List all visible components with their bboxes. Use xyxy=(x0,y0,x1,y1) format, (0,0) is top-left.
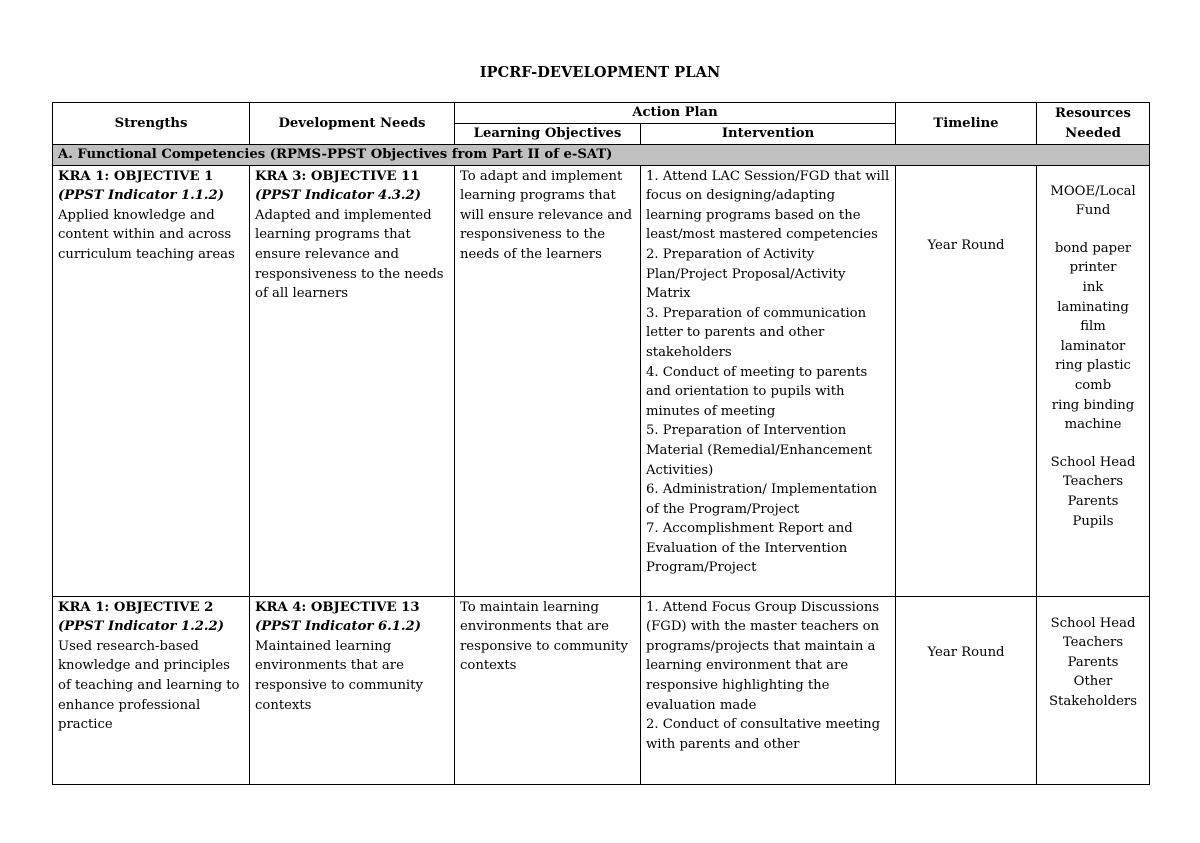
resources-cell xyxy=(1037,596,1150,784)
header-strengths: Strengths xyxy=(53,103,250,145)
ppst-indicator: (PPST Indicator 6.1.2) xyxy=(255,619,421,635)
resource-item: Pupils xyxy=(1072,513,1114,529)
ppst-indicator: (PPST Indicator 1.1.2) xyxy=(58,188,224,204)
resource-item: Stakeholders xyxy=(1049,693,1137,709)
intervention-item: 7. Accomplishment Report and Evaluation of the Intervention Program/Project xyxy=(646,521,853,576)
intervention-item: 2. Conduct of consultative meeting with parents and other xyxy=(646,717,881,752)
section-row-a xyxy=(53,145,1150,166)
header-intervention: Intervention xyxy=(641,124,896,145)
resource-item: Other xyxy=(1073,674,1113,690)
timeline-cell: Year Round xyxy=(896,596,1037,784)
resource-item: machine xyxy=(1064,417,1122,433)
intervention-item: 3. Preparation of communication letter to parents and other stakeholders xyxy=(646,305,867,360)
resource-item: School Head xyxy=(1050,454,1136,470)
resource-item: School Head xyxy=(1050,615,1136,631)
resource-item: Fund xyxy=(1075,203,1111,219)
resource-item: Parents xyxy=(1067,654,1119,670)
header-resources-line2: Needed xyxy=(1065,125,1121,141)
resource-item: MOOE/Local xyxy=(1050,183,1136,199)
header-development-needs: Development Needs xyxy=(250,103,455,145)
development-need-cell xyxy=(250,165,455,596)
kra-heading: KRA 1: OBJECTIVE 1 xyxy=(58,168,214,184)
intervention-item: 1. Attend LAC Session/FGD that will focus on designing/adapting learning programs based on the least/most mastered competencies xyxy=(646,168,890,243)
development-plan-table xyxy=(52,102,1150,785)
intervention-item: 2. Preparation of Activity Plan/Project Proposal/Activity Matrix xyxy=(646,246,846,302)
resource-item: Parents xyxy=(1067,493,1119,509)
kra-heading: KRA 3: OBJECTIVE 11 xyxy=(255,168,420,184)
ppst-indicator: (PPST Indicator 4.3.2) xyxy=(255,188,421,204)
intervention-item: 1. Attend Focus Group Discussions (FGD) with the master teachers on programs/projects that maintain a learning environment that are responsive highlighting the evaluation made xyxy=(646,599,880,713)
header-action-plan: Action Plan xyxy=(455,103,896,124)
table-row xyxy=(53,165,1150,596)
intervention-item: 5. Preparation of Intervention Material (Remedial/Enhancement Activities) xyxy=(646,423,872,478)
resource-item: bond paper xyxy=(1054,240,1132,256)
strength-text: Applied knowledge and content within and across curriculum teaching areas xyxy=(58,207,235,262)
kra-heading: KRA 4: OBJECTIVE 13 xyxy=(255,599,420,615)
resource-item: comb xyxy=(1074,377,1112,393)
intervention-cell xyxy=(641,596,896,784)
intervention-cell xyxy=(641,165,896,596)
kra-heading: KRA 1: OBJECTIVE 2 xyxy=(58,599,214,615)
header-learning-objectives: Learning Objectives xyxy=(455,124,641,145)
resource-spacer xyxy=(1042,221,1144,239)
development-need-text: Maintained learning environments that are responsive to community contexts xyxy=(255,638,423,713)
resources-cell xyxy=(1037,165,1150,596)
header-row-1 xyxy=(53,103,1150,124)
resource-spacer xyxy=(1042,435,1144,453)
resource-item: Teachers xyxy=(1062,474,1124,490)
resource-item: laminating xyxy=(1057,299,1129,315)
timeline-cell: Year Round xyxy=(896,165,1037,596)
learning-objective-cell: To maintain learning environments that are responsive to community contexts xyxy=(455,596,641,784)
strength-cell xyxy=(53,165,250,596)
resource-item: printer xyxy=(1069,260,1117,276)
ppst-indicator: (PPST Indicator 1.2.2) xyxy=(58,619,224,635)
learning-objective-cell: To adapt and implement learning programs that will ensure relevance and responsiveness to the needs of the learners xyxy=(455,165,641,596)
table-row xyxy=(53,596,1150,784)
header-resources-needed xyxy=(1037,103,1150,145)
intervention-item: 4. Conduct of meeting to parents and orientation to pupils with minutes of meeting xyxy=(646,364,868,419)
resource-item: laminator xyxy=(1060,338,1126,354)
header-resources-line1: Resources xyxy=(1055,105,1131,121)
document-title: IPCRF-DEVELOPMENT PLAN xyxy=(479,64,721,81)
strength-text: Used research-based knowledge and principles of teaching and learning to enhance professional practice xyxy=(58,638,240,733)
resource-item: ring binding xyxy=(1051,397,1135,413)
intervention-item: 6. Administration/ Implementation of the Program/Project xyxy=(646,482,878,517)
header-timeline: Timeline xyxy=(896,103,1037,145)
development-need-text: Adapted and implemented learning programs that ensure relevance and responsiveness to the needs of all learners xyxy=(255,207,444,302)
strength-cell xyxy=(53,596,250,784)
resource-item: Teachers xyxy=(1062,635,1124,651)
resource-item: ink xyxy=(1082,279,1104,295)
section-a-label: A. Functional Competencies (RPMS-PPST Objectives from Part II of e-SAT) xyxy=(53,145,1150,166)
development-need-cell xyxy=(250,596,455,784)
resource-item: film xyxy=(1080,319,1106,335)
resource-item: ring plastic xyxy=(1055,358,1131,374)
